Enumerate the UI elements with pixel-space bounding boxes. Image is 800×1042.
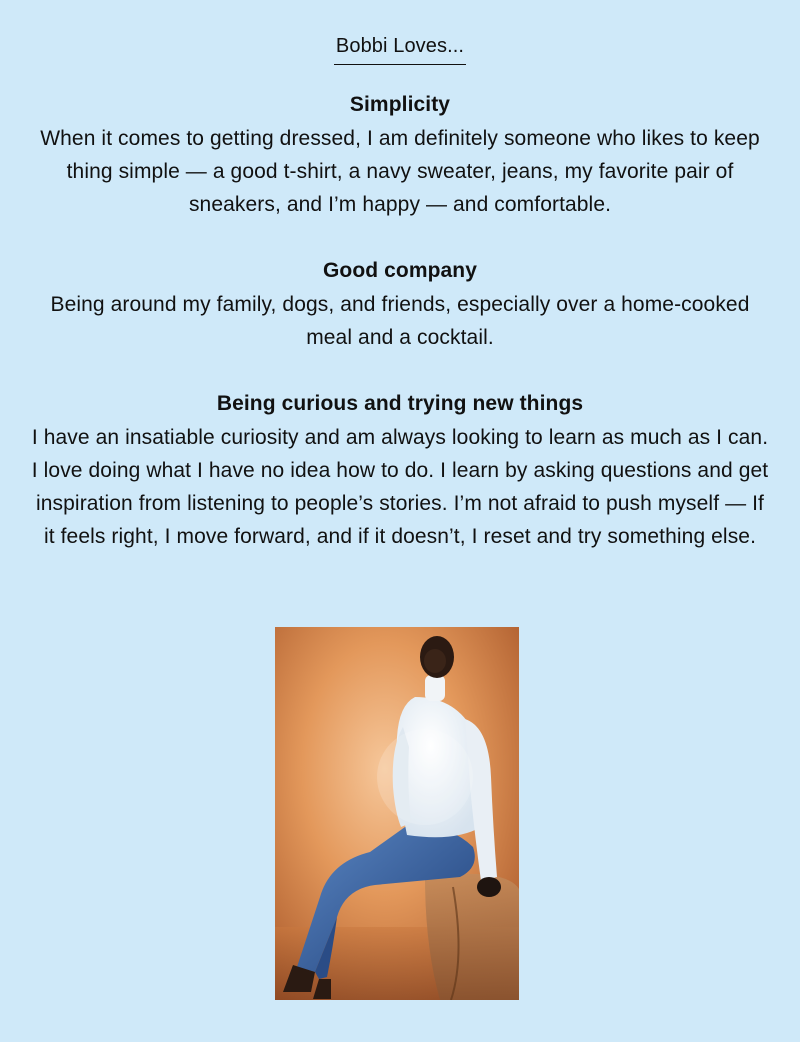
heading-wrap: [0, 32, 800, 65]
section-body: When it comes to getting dressed, I am definitely someone who likes to keep thing simple — a good t-shirt, a navy sweater, jeans, my favorite pair of sneakers, and I’m happy — and comfortable.: [40, 127, 760, 216]
portrait-photo: [275, 627, 519, 1000]
portrait-illustration: [275, 627, 519, 1000]
section-simplicity: [30, 90, 770, 221]
section-being-curious: [30, 389, 770, 553]
turtleneck: [425, 675, 445, 701]
stool: [425, 874, 519, 1000]
page-heading: Bobbi Loves...: [334, 32, 466, 65]
hand: [477, 877, 501, 897]
section-good-company: [30, 256, 770, 354]
section-title: Simplicity: [349, 93, 451, 116]
light-flare: [377, 729, 473, 825]
section-body: Being around my family, dogs, and friends, especially over a home-cooked meal and a cocktail.: [50, 293, 750, 349]
section-body: I have an insatiable curiosity and am always looking to learn as much as I can. I love doing what I have no idea how to do. I learn by asking questions and get inspiration from listening to people’s stories. I’m not afraid to push myself — If it feels right, I move forward, and if it doesn’t, I reset and try something else.: [31, 426, 769, 548]
section-title: Good company: [322, 259, 478, 282]
section-title: Being curious and trying new things: [216, 392, 584, 415]
face: [424, 649, 446, 673]
